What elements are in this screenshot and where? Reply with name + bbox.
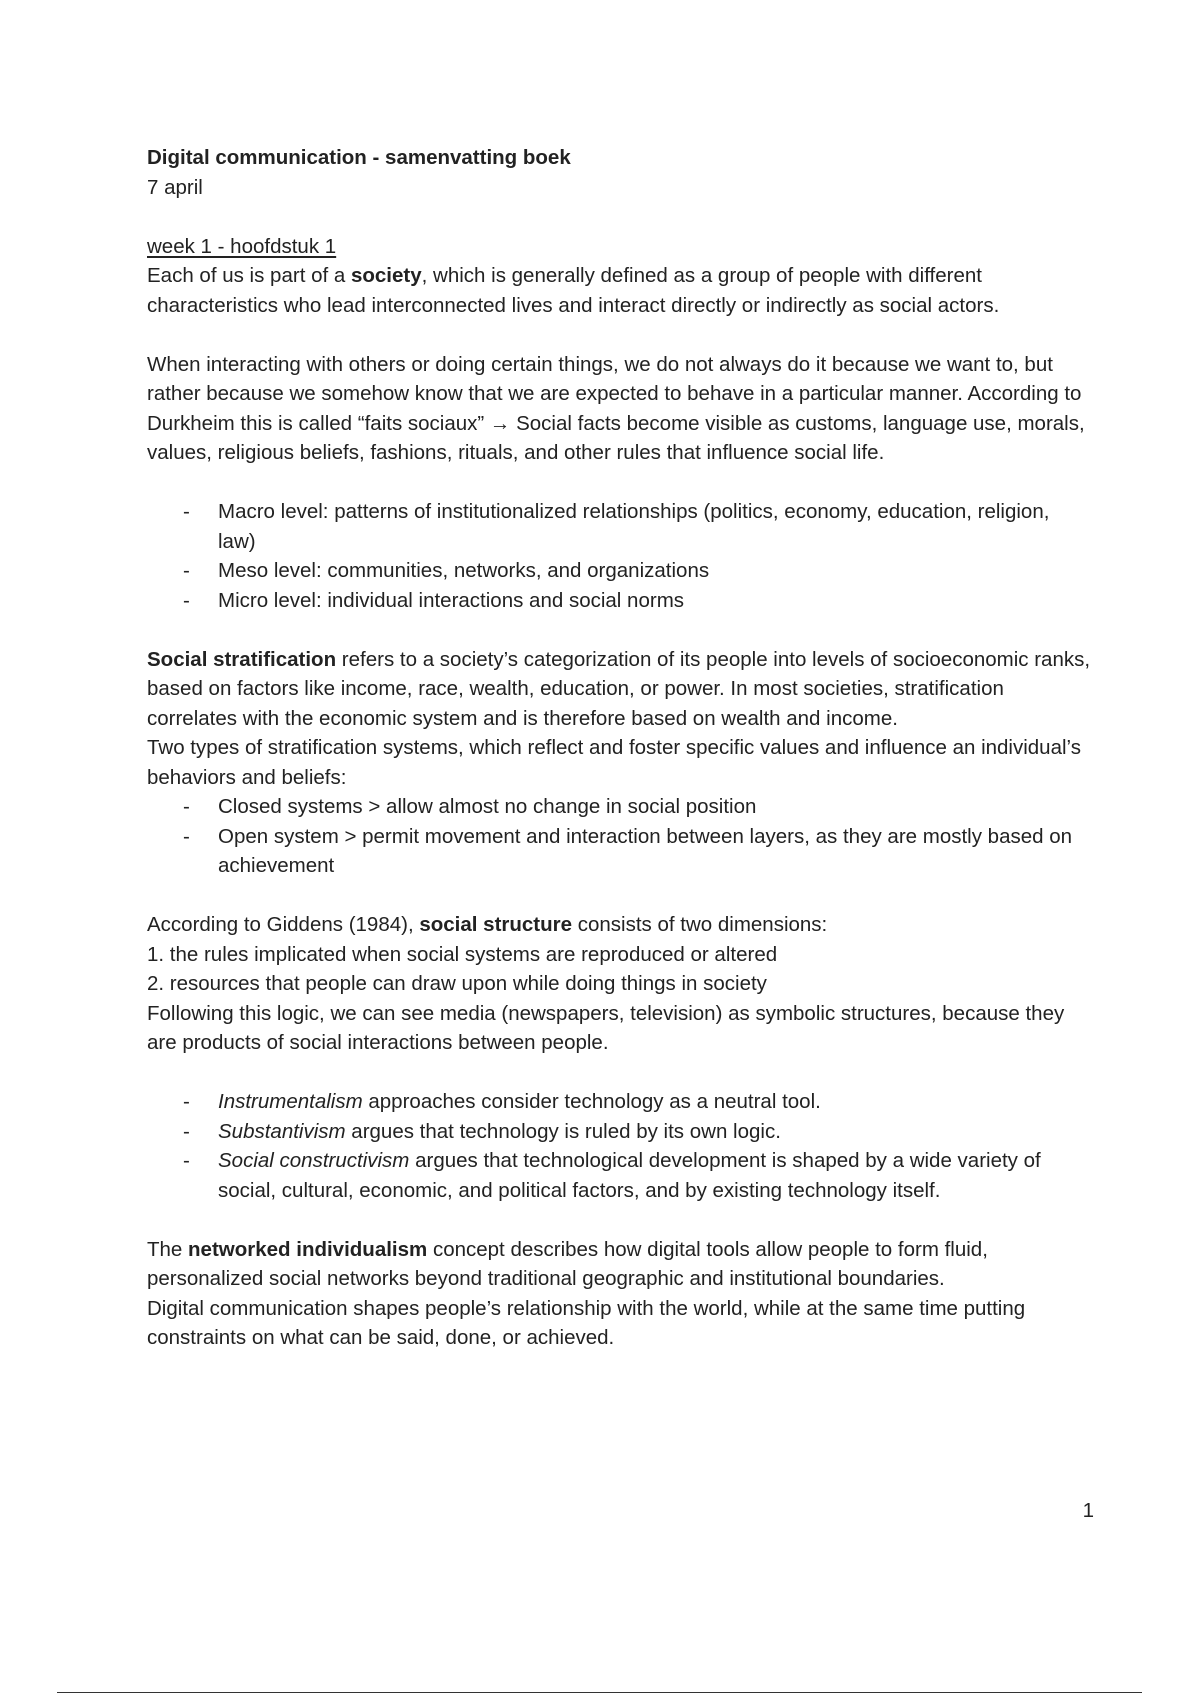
theories-list [147,1087,1092,1205]
stratification-types-list [147,792,1092,881]
structure-term: social structure [419,913,573,936]
structure-point-1: 1. the rules implicated when social systems are reproduced or altered [147,942,778,966]
stratification-paragraph [147,645,1092,734]
stratification-types-intro: Two types of stratification systems, which reflect and foster specific values and influence an individual’s behaviors and beliefs: [147,736,1081,789]
structure-conclusion: Following this logic, we can see media (newspapers, television) as symbolic structures, because they are products of social interactions between people. [147,1001,1065,1054]
stratification-term: Social stratification [147,647,337,671]
networked-paragraph [147,1235,1092,1294]
section-heading [147,232,1092,262]
list-item [218,1087,1092,1117]
structure-point-2: 2. resources that people can draw upon while doing things in society [147,972,767,995]
theory-text: argues that technology is ruled by its own logic. [345,1119,781,1143]
document-date: 7 april [147,175,203,199]
networked-pre: The [147,1237,189,1261]
levels-list [147,497,1092,615]
section-heading-text: week 1 - hoofdstuk 1 [147,234,337,258]
structure-pre: According to Giddens (1984), [147,913,420,936]
structure-post: consists of two dimensions: [572,913,828,936]
list-item: - Closed systems > allow almost no change in social position [218,792,1092,822]
list-item: - Meso level: communities, networks, and organizations [218,556,1092,586]
list-item: - Open system > permit movement and interaction between layers, as they are mostly based on achievement [218,822,1092,881]
networked-shapes: Digital communication shapes people’s relationship with the world, while at the same time putting constraints on what can be said, done, or achieved. [147,1296,1026,1349]
networked-term: networked individualism [188,1237,428,1261]
theory-text: argues that technological development is shaped by a wide variety of social, cultural, economic, and political factors, and by existing technology itself. [218,1149,1041,1202]
list-item [218,1146,1092,1205]
society-pre: Each of us is part of a [147,264,351,287]
networked-post: concept describes how digital tools allow people to form fluid, personalized social networks beyond traditional geographic and institutional boundaries. [147,1237,988,1290]
page-divider [57,1692,1142,1693]
list-item: - Micro level: individual interactions and social norms [218,586,1092,616]
document-page [147,143,1092,1353]
durkheim-paragraph: When interacting with others or doing certain things, we do not always do it because we want to, but rather because we somehow know that we are expected to behave in a particular manner. According to Durkheim this is called “faits sociaux” → Social facts become visible as customs, language use, morals, values, religious beliefs, fashions, rituals, and other rules that influence social life. [147,352,1085,464]
page-number: 1 [1082,1499,1094,1522]
theory-term: Substantivism [218,1119,346,1143]
list-item [218,1117,1092,1147]
society-post: , which is generally defined as a group of people with different characteristics who lead interconnected lives and interact directly or indirectly as social actors. [147,264,1000,317]
theory-term: Social constructivism [218,1149,410,1172]
theory-text: approaches consider technology as a neutral tool. [362,1090,821,1113]
structure-paragraph [147,910,1092,940]
document-title: Digital communication - samenvatting boek [147,146,571,169]
list-item: - Macro level: patterns of institutionalized relationships (politics, economy, education, religion, law) [218,497,1092,556]
society-paragraph [147,261,1092,320]
theory-term: Instrumentalism [218,1090,363,1113]
society-term: society [350,264,422,287]
stratification-post: refers to a society’s categorization of its people into levels of socioeconomic ranks, based on factors like income, race, wealth, education, or power. In most societies, stratification correlates with the economic system and is therefore based on wealth and income. [147,647,1091,730]
